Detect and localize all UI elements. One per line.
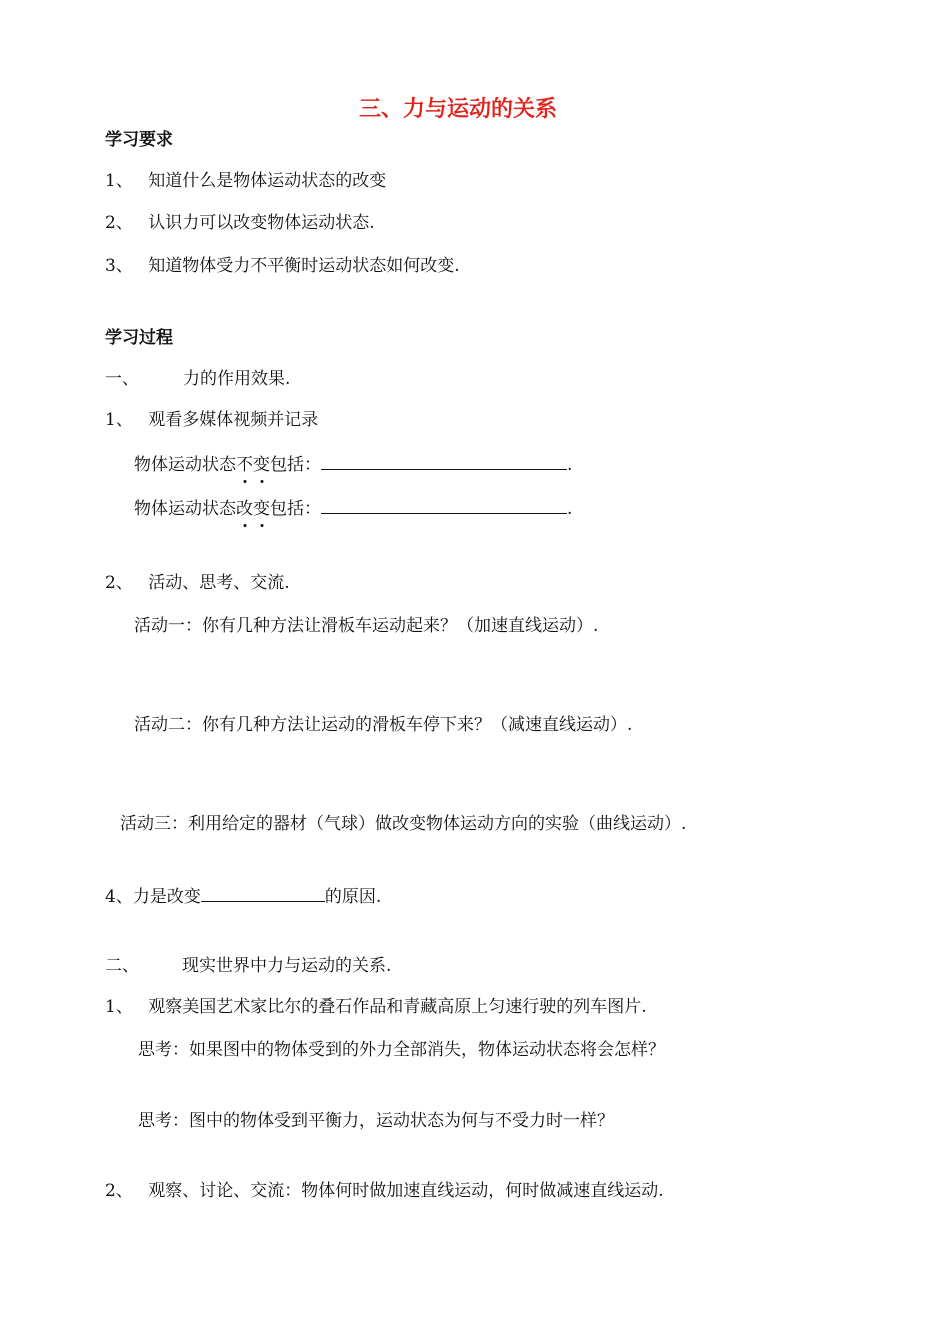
text-end: . — [567, 455, 573, 475]
section-title: 力的作用效果. — [183, 369, 291, 389]
emphasis-char: 变 — [253, 455, 270, 475]
s2-item-2 — [105, 1179, 664, 1203]
fill-blank-cause[interactable] — [201, 883, 325, 902]
process-heading: 学习过程 — [105, 328, 173, 348]
requirement-item-2 — [105, 211, 375, 235]
text-suffix: 的原因. — [324, 887, 382, 907]
s1-item-1 — [105, 408, 318, 432]
item-text: 认识力可以改变物体运动状态. — [148, 213, 375, 233]
text-prefix: 物体运动状态 — [134, 455, 236, 475]
section-2-heading — [105, 954, 392, 978]
item-number: 2、 — [105, 213, 133, 233]
fill-blank-unchanged[interactable] — [321, 451, 567, 470]
section-title: 现实世界中力与运动的关系. — [182, 956, 392, 976]
changed-state-line — [134, 495, 572, 521]
s2-item-1 — [105, 995, 647, 1019]
text-prefix: 4、力是改变 — [105, 887, 201, 907]
item-text: 观察、讨论、交流：物体何时做加速直线运动，何时做减速直线运动. — [148, 1181, 664, 1201]
s1-item-4 — [105, 883, 381, 909]
activity-3: 活动三：利用给定的器材（气球）做改变物体运动方向的实验（曲线运动）. — [120, 814, 687, 834]
think-1: 思考：如果图中的物体受到的外力全部消失，物体运动状态将会怎样？ — [138, 1040, 665, 1060]
text-end: . — [567, 499, 573, 519]
item-number: 1、 — [105, 997, 133, 1017]
emphasis-char: 不 — [236, 455, 253, 475]
text-prefix: 物体运动状态 — [134, 499, 236, 519]
item-number: 2、 — [105, 573, 133, 593]
item-text: 活动、思考、交流. — [148, 573, 290, 593]
section-number: 一、 — [105, 369, 139, 389]
item-text: 观看多媒体视频并记录 — [148, 410, 319, 430]
emphasis-char: 变 — [253, 499, 270, 519]
page-title: 三、力与运动的关系 — [359, 97, 558, 122]
item-text: 知道物体受力不平衡时运动状态如何改变. — [148, 256, 460, 276]
item-text: 观察美国艺术家比尔的叠石作品和青藏高原上匀速行驶的列车图片. — [148, 997, 647, 1017]
section-1-heading — [105, 367, 291, 391]
activity-1: 活动一：你有几种方法让滑板车运动起来？（加速直线运动）. — [134, 616, 599, 636]
unchanged-state-line — [134, 451, 572, 477]
item-number: 2、 — [105, 1181, 133, 1201]
requirement-item-1 — [105, 169, 386, 193]
section-number: 二、 — [105, 956, 139, 976]
requirements-heading: 学习要求 — [105, 130, 173, 150]
item-number: 1、 — [105, 171, 133, 191]
text-suffix: 包括： — [270, 455, 321, 475]
text-suffix: 包括： — [270, 499, 321, 519]
item-number: 3、 — [105, 256, 133, 276]
fill-blank-changed[interactable] — [321, 495, 567, 514]
activity-2: 活动二：你有几种方法让运动的滑板车停下来？（减速直线运动）. — [134, 715, 633, 735]
emphasis-char: 改 — [236, 499, 253, 519]
item-text: 知道什么是物体运动状态的改变 — [148, 171, 387, 191]
s1-item-2 — [105, 571, 290, 595]
requirement-item-3 — [105, 254, 460, 278]
think-2: 思考：图中的物体受到平衡力，运动状态为何与不受力时一样？ — [138, 1111, 614, 1131]
item-number: 1、 — [105, 410, 133, 430]
